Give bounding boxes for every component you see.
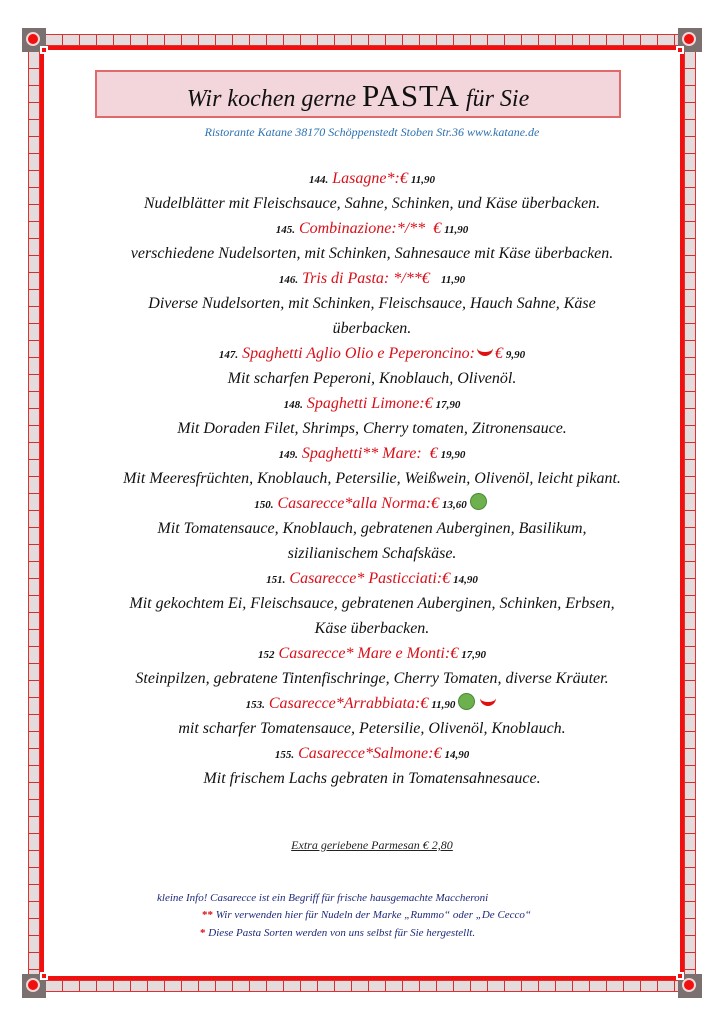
corner-ornament <box>22 974 46 998</box>
vegan-badge-icon <box>470 493 487 510</box>
border-line-bottom <box>40 976 684 980</box>
currency: € <box>442 570 451 587</box>
item-price: 17,90 <box>435 399 461 411</box>
menu-list <box>0 166 724 791</box>
item-name: Spaghetti** Mare: <box>301 445 422 462</box>
title-pre: Wir kochen gerne <box>186 86 357 112</box>
double-star: ** <box>202 909 213 921</box>
item-description: Mit Doraden Filet, Shrimps, Cherry tomaten, Zitronensauce. <box>177 420 567 437</box>
currency: € <box>424 395 433 412</box>
double-star-text: Wir verwenden hier für Nudeln der Marke „Rummo“ oder „De Cecco“ <box>213 909 532 921</box>
currency: € <box>450 645 459 662</box>
menu-item-heading <box>0 691 724 716</box>
item-description: Mit gekochtem Ei, Fleischsauce, gebratenen Auberginen, Schinken, Erbsen, <box>129 595 615 612</box>
item-number: 151. <box>266 574 286 586</box>
corner-ornament <box>22 28 46 52</box>
item-name: Casarecce* Mare e Monti: <box>278 645 451 662</box>
item-number: 144. <box>309 174 329 186</box>
menu-item-heading <box>0 216 724 241</box>
border-bottom <box>28 980 696 992</box>
menu-item-heading <box>0 341 724 366</box>
currency: € <box>421 445 438 462</box>
menu-item-heading <box>0 391 724 416</box>
currency: € <box>431 495 440 512</box>
chili-icon <box>477 342 493 356</box>
single-star-text: Diese Pasta Sorten werden von uns selbst für Sie hergestellt. <box>205 927 476 939</box>
item-name: Spaghetti Aglio Olio e Peperoncino: <box>242 345 475 362</box>
item-description: sizilianischem Schafskäse. <box>287 545 457 562</box>
single-star-note <box>200 927 475 939</box>
item-description: Nudelblätter mit Fleischsauce, Sahne, Schinken, und Käse überbacken. <box>143 195 601 212</box>
double-star-note <box>202 909 531 921</box>
item-name: Lasagne*: <box>332 170 400 187</box>
item-name: Spaghetti Limone: <box>306 395 425 412</box>
item-number: 152 <box>258 649 275 661</box>
item-description: Mit scharfen Peperoni, Knoblauch, Olivenöl. <box>227 370 517 387</box>
menu-item-heading <box>0 741 724 766</box>
currency: € <box>433 745 442 762</box>
item-name: Tris di Pasta: */** <box>302 270 422 287</box>
menu-item-heading <box>0 566 724 591</box>
item-price: 19,90 <box>440 449 466 461</box>
item-price: 11,90 <box>431 699 456 711</box>
title-post: für Sie <box>465 86 530 112</box>
info-note: kleine Info! Casarecce ist ein Begriff für frische hausgemachte Maccheroni <box>157 892 489 904</box>
menu-item-heading <box>0 266 724 291</box>
item-price: 13,60 <box>442 499 467 511</box>
item-name: Casarecce* Pasticciati: <box>289 570 443 587</box>
item-price: 17,90 <box>461 649 486 661</box>
single-star: * <box>200 927 206 939</box>
item-number: 153. <box>245 699 265 711</box>
corner-ornament <box>678 28 702 52</box>
item-description: Mit frischem Lachs gebraten in Tomatensahnesauce. <box>203 770 541 787</box>
item-number: 148. <box>283 399 303 411</box>
currency: € <box>399 170 408 187</box>
item-description: verschiedene Nudelsorten, mit Schinken, Sahnesauce mit Käse überbacken. <box>130 245 614 262</box>
item-price: 11,90 <box>410 174 435 186</box>
currency: € <box>494 345 503 362</box>
corner-ornament <box>678 974 702 998</box>
currency: € <box>420 695 429 712</box>
item-description: mit scharfer Tomatensauce, Petersilie, Olivenöl, Knoblauch. <box>178 720 566 737</box>
item-number: 147. <box>218 349 239 361</box>
item-price: 14,90 <box>444 749 470 761</box>
item-name: Casarecce*Salmone: <box>298 745 434 762</box>
item-description: Diverse Nudelsorten, mit Schinken, Fleischsauce, Hauch Sahne, Käse <box>148 295 596 312</box>
item-name: Combinazione:*/** <box>298 220 426 237</box>
item-price: 11,90 <box>432 274 466 286</box>
menu-item-heading <box>0 166 724 191</box>
item-name: Casarecce*Arrabbiata: <box>268 695 421 712</box>
item-name: Casarecce*alla Norma: <box>277 495 432 512</box>
item-price: 9,90 <box>505 349 526 361</box>
chili-icon <box>480 692 496 706</box>
item-number: 150. <box>254 499 274 511</box>
item-description: überbacken. <box>332 320 412 337</box>
item-description: Mit Meeresfrüchten, Knoblauch, Petersilie, Weißwein, Olivenöl, leicht pikant. <box>123 470 621 487</box>
border-top <box>28 34 696 46</box>
title-pasta: PASTA <box>362 78 460 113</box>
item-number: 146. <box>278 274 299 286</box>
restaurant-address: Ristorante Katane 38170 Schöppenstedt Stoben Str.36 www.katane.de <box>204 125 540 139</box>
item-description: Käse überbacken. <box>314 620 430 637</box>
menu-item-heading <box>0 491 724 516</box>
item-number: 155. <box>274 749 295 761</box>
vegan-badge-icon <box>458 693 475 710</box>
item-price: 11,90 <box>444 224 469 236</box>
border-line-top <box>40 46 684 50</box>
item-number: 145. <box>275 224 295 236</box>
extra-parmesan: Extra geriebene Parmesan € 2,80 <box>291 838 453 852</box>
currency: € <box>425 220 442 237</box>
item-description: Mit Tomatensauce, Knoblauch, gebratenen Auberginen, Basilikum, <box>157 520 587 537</box>
menu-item-heading <box>0 641 724 666</box>
menu-item-heading <box>0 441 724 466</box>
item-number: 149. <box>278 449 298 461</box>
currency: € <box>421 270 430 287</box>
item-price: 14,90 <box>453 574 478 586</box>
page-title <box>95 70 621 118</box>
item-description: Steinpilzen, gebratene Tintenfischringe, Cherry Tomaten, diverse Kräuter. <box>135 670 609 687</box>
